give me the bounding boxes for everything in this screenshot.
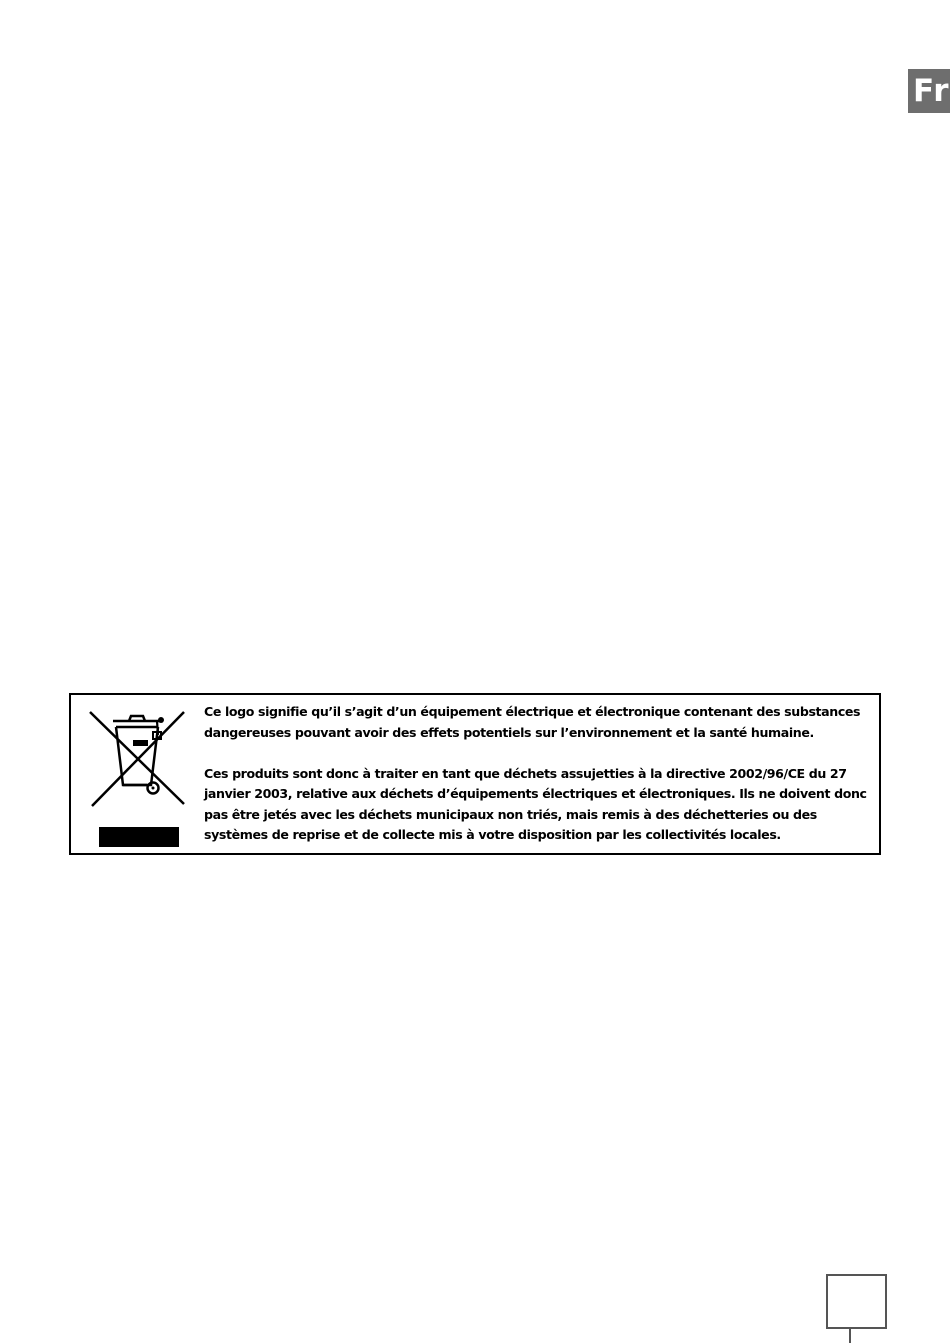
weee-notice-text (204, 702, 872, 846)
weee-paragraph-2: Ces produits sont donc à traiter en tant que déchets assujetties à la directive 2002/96/CE du 27 janvier 2003, relative aux déchets d’équipements électriques et électroniques. Ils ne doivent donc pas être jetés avec les déchets municipaux non triés, mais remis à des déchetteries ou des systèmes de reprise et de collecte mis à votre disposition par les collectivités locales. (204, 765, 867, 842)
page-number-box (826, 1274, 887, 1329)
weee-paragraph-1: Ce logo signifie qu’il s’agit d’un équipement électrique et électronique contenant des substances dangereuses pouvant avoir des effets potentiels sur l’environnement et la santé humaine. (204, 704, 861, 740)
weee-notice-box (69, 693, 881, 855)
crossed-out-wheelie-bin-icon (87, 707, 187, 849)
page-number-tick (849, 1329, 851, 1343)
language-tab-label: Fr (913, 73, 950, 109)
language-tab (908, 69, 950, 113)
